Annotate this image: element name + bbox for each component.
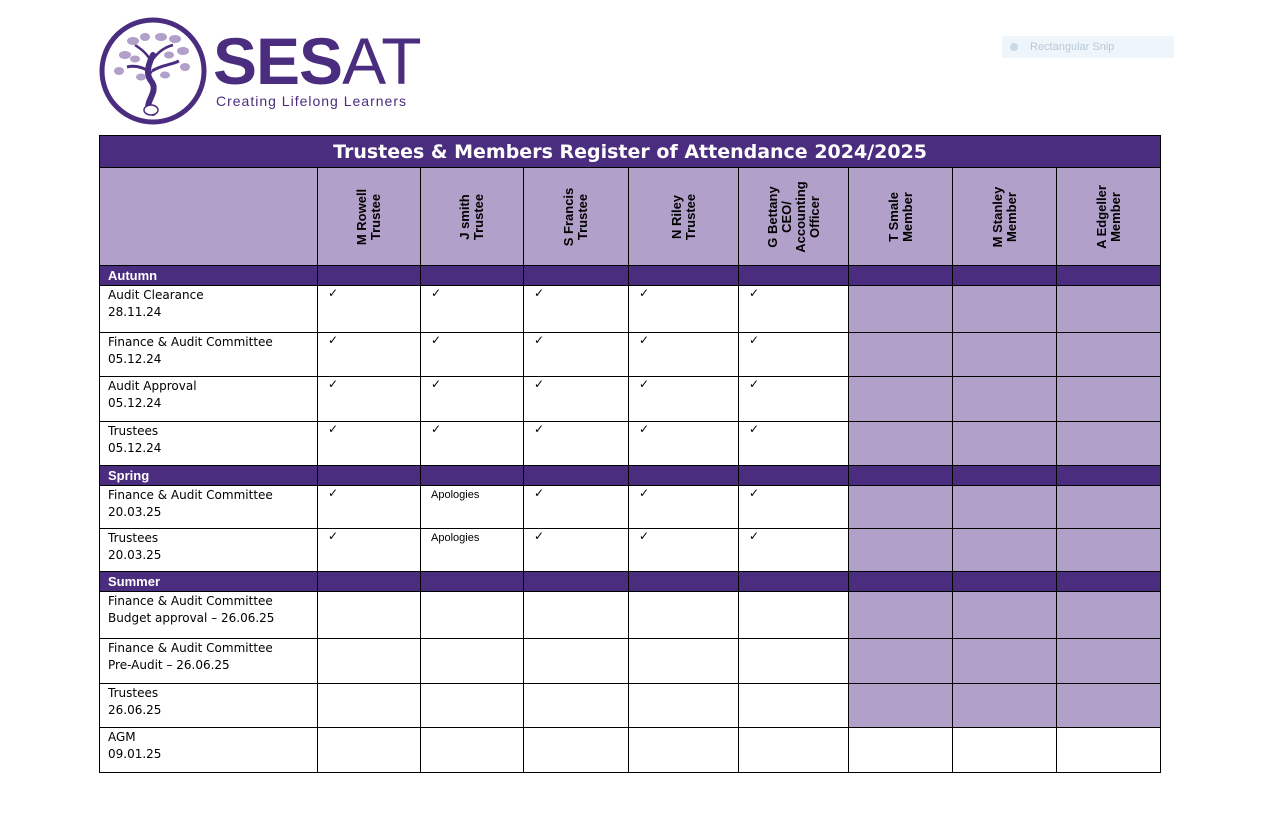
check-icon: ✓	[639, 486, 650, 500]
table-row	[100, 377, 1161, 422]
meeting-label	[100, 728, 318, 773]
column-header-line: Trustee	[575, 193, 590, 240]
column-header-line: T Smale	[885, 191, 901, 242]
column-header-line: Accounting	[792, 180, 808, 253]
header-blank-cell	[100, 168, 318, 266]
season-cell	[629, 572, 739, 592]
check-icon: ✓	[431, 286, 442, 300]
check-icon: ✓	[749, 529, 760, 543]
meeting-date: 28.11.24	[108, 305, 162, 319]
meeting-label	[100, 333, 318, 377]
attendance-cell	[421, 486, 524, 529]
attendance-cell	[318, 639, 421, 684]
check-icon: ✓	[749, 486, 760, 500]
season-cell	[739, 466, 849, 486]
attendance-cell	[421, 684, 524, 728]
column-header-line: Member	[1003, 191, 1019, 242]
column-header-line: Member	[1107, 191, 1123, 242]
attendance-cell	[629, 728, 739, 773]
season-cell	[524, 572, 629, 592]
attendance-cell	[524, 529, 629, 572]
snip-icon	[1010, 43, 1018, 51]
attendance-cell	[318, 422, 421, 466]
attendance-cell	[739, 377, 849, 422]
table-row	[100, 684, 1161, 728]
check-icon: ✓	[639, 333, 650, 347]
check-icon: ✓	[431, 422, 442, 436]
attendance-cell	[524, 286, 629, 333]
sesat-logo	[99, 15, 439, 127]
member-cell	[1057, 728, 1161, 773]
meeting-label	[100, 486, 318, 529]
check-icon: ✓	[749, 333, 760, 347]
season-cell	[629, 466, 739, 486]
meeting-label	[100, 639, 318, 684]
column-header-line: J smith	[457, 193, 472, 240]
meeting-date: 20.03.25	[108, 548, 162, 562]
member-cell	[953, 639, 1057, 684]
attendance-cell	[739, 592, 849, 639]
check-icon: ✓	[749, 377, 760, 391]
attendance-cell	[629, 422, 739, 466]
member-cell	[849, 684, 953, 728]
meeting-label	[100, 529, 318, 572]
attendance-cell	[421, 286, 524, 333]
check-icon: ✓	[534, 286, 545, 300]
member-cell	[849, 592, 953, 639]
column-header-label	[887, 192, 915, 242]
attendance-cell	[421, 377, 524, 422]
attendance-cell	[629, 286, 739, 333]
season-cell	[1057, 572, 1161, 592]
member-cell	[849, 422, 953, 466]
attendance-cell	[318, 684, 421, 728]
attendance-cell	[739, 486, 849, 529]
column-header	[849, 168, 953, 266]
table-row	[100, 639, 1161, 684]
check-icon: ✓	[749, 422, 760, 436]
season-label: Spring	[100, 466, 318, 486]
season-cell	[421, 466, 524, 486]
column-header-line: N Riley	[668, 194, 684, 239]
meeting-name: Finance & Audit Committee	[108, 594, 273, 608]
meeting-name: AGM	[108, 730, 136, 744]
attendance-cell	[739, 333, 849, 377]
meeting-name: Audit Approval	[108, 379, 197, 393]
meeting-date: 26.06.25	[108, 703, 162, 717]
meeting-date: 05.12.24	[108, 352, 162, 366]
meeting-label	[100, 592, 318, 639]
column-header	[739, 168, 849, 266]
table-title: Trustees & Members Register of Attendance 2024/2025	[100, 136, 1161, 168]
meeting-name: Trustees	[108, 686, 159, 700]
column-header-label	[670, 193, 698, 239]
meeting-label	[100, 377, 318, 422]
column-header-line: G Bettany	[764, 185, 780, 248]
column-header-line: Officer	[806, 195, 822, 238]
meeting-date: Budget approval – 26.06.25	[108, 611, 275, 625]
member-cell	[849, 529, 953, 572]
check-icon: ✓	[431, 333, 442, 347]
season-cell	[953, 572, 1057, 592]
season-label: Autumn	[100, 266, 318, 286]
attendance-cell	[318, 592, 421, 639]
table-row	[100, 422, 1161, 466]
attendance-cell	[318, 486, 421, 529]
member-cell	[1057, 592, 1161, 639]
check-icon: ✓	[328, 286, 339, 300]
check-icon: ✓	[534, 529, 545, 543]
season-row-summer	[100, 572, 1161, 592]
check-icon: ✓	[328, 529, 339, 543]
season-cell	[629, 266, 739, 286]
season-cell	[953, 266, 1057, 286]
attendance-cell	[739, 728, 849, 773]
table-row	[100, 486, 1161, 529]
meeting-date: 05.12.24	[108, 441, 162, 455]
tree-emblem-icon	[99, 15, 209, 127]
member-cell	[849, 486, 953, 529]
attendance-cell	[739, 639, 849, 684]
meeting-name: Trustees	[108, 424, 159, 438]
member-cell	[953, 422, 1057, 466]
attendance-cell	[524, 684, 629, 728]
table-row	[100, 592, 1161, 639]
season-cell	[1057, 466, 1161, 486]
attendance-cell	[524, 728, 629, 773]
check-icon: ✓	[534, 377, 545, 391]
column-header	[953, 168, 1057, 266]
column-header	[1057, 168, 1161, 266]
member-cell	[953, 377, 1057, 422]
check-icon: ✓	[749, 286, 760, 300]
attendance-cell	[421, 422, 524, 466]
member-cell	[1057, 377, 1161, 422]
meeting-name: Audit Clearance	[108, 288, 204, 302]
meeting-name: Finance & Audit Committee	[108, 641, 273, 655]
table-row	[100, 333, 1161, 377]
column-header-line: S Francis	[561, 187, 576, 246]
check-icon: ✓	[328, 422, 339, 436]
attendance-cell	[524, 333, 629, 377]
check-icon: ✓	[431, 377, 442, 391]
member-cell	[1057, 639, 1161, 684]
member-cell	[953, 684, 1057, 728]
attendance-cell	[629, 639, 739, 684]
member-cell	[849, 333, 953, 377]
member-cell	[953, 486, 1057, 529]
attendance-register-table	[99, 135, 1161, 773]
member-cell	[849, 377, 953, 422]
column-header-line: M Stanley	[989, 186, 1005, 247]
attendance-cell	[421, 728, 524, 773]
attendance-cell	[524, 639, 629, 684]
season-cell	[849, 466, 953, 486]
meeting-name: Trustees	[108, 531, 159, 545]
season-row-spring	[100, 466, 1161, 486]
check-icon: ✓	[534, 486, 545, 500]
check-icon: ✓	[639, 286, 650, 300]
meeting-date: Pre-Audit – 26.06.25	[108, 658, 230, 672]
column-header	[629, 168, 739, 266]
season-cell	[524, 466, 629, 486]
brand-name: SESAT	[213, 24, 422, 98]
snip-label: Rectangular Snip	[1030, 41, 1115, 53]
table-row	[100, 286, 1161, 333]
meeting-date: 20.03.25	[108, 505, 162, 519]
check-icon: ✓	[639, 422, 650, 436]
column-header	[421, 168, 524, 266]
column-header-line: Trustee	[471, 193, 486, 240]
member-cell	[953, 529, 1057, 572]
table-row	[100, 728, 1161, 773]
column-header-line: Trustee	[682, 193, 698, 240]
column-header	[524, 168, 629, 266]
season-cell	[849, 266, 953, 286]
attendance-cell	[739, 286, 849, 333]
meeting-label	[100, 286, 318, 333]
column-header-label	[991, 186, 1019, 247]
attendance-cell	[318, 377, 421, 422]
member-cell	[953, 728, 1057, 773]
column-header-label	[562, 187, 590, 246]
check-icon: ✓	[534, 422, 545, 436]
season-cell	[953, 466, 1057, 486]
column-header-line: Member	[899, 191, 915, 242]
season-cell	[739, 572, 849, 592]
attendance-cell	[318, 333, 421, 377]
check-icon: ✓	[639, 529, 650, 543]
attendance-cell	[739, 422, 849, 466]
season-cell	[1057, 266, 1161, 286]
attendance-cell	[524, 486, 629, 529]
season-label: Summer	[100, 572, 318, 592]
member-cell	[849, 728, 953, 773]
attendance-cell	[421, 592, 524, 639]
attendance-cell	[629, 529, 739, 572]
table-row	[100, 529, 1161, 572]
attendance-cell	[421, 529, 524, 572]
check-icon: ✓	[534, 333, 545, 347]
member-cell	[1057, 422, 1161, 466]
meeting-date: 05.12.24	[108, 396, 162, 410]
attendance-cell	[629, 486, 739, 529]
meeting-name: Finance & Audit Committee	[108, 488, 273, 502]
attendance-cell	[739, 684, 849, 728]
apologies-text: Apologies	[431, 532, 480, 544]
column-header-line: M Rowell	[354, 188, 369, 245]
season-cell	[849, 572, 953, 592]
attendance-cell	[524, 377, 629, 422]
column-header-label	[766, 181, 822, 253]
member-cell	[953, 286, 1057, 333]
attendance-cell	[739, 529, 849, 572]
column-header-label	[458, 193, 486, 239]
meeting-label	[100, 422, 318, 466]
meeting-label	[100, 684, 318, 728]
member-cell	[953, 592, 1057, 639]
attendance-cell	[629, 592, 739, 639]
season-row-autumn	[100, 266, 1161, 286]
check-icon: ✓	[328, 377, 339, 391]
column-header-label	[355, 188, 383, 244]
apologies-text: Apologies	[431, 489, 480, 501]
season-cell	[318, 266, 421, 286]
attendance-cell	[629, 377, 739, 422]
attendance-cell	[421, 639, 524, 684]
attendance-cell	[524, 592, 629, 639]
member-cell	[953, 333, 1057, 377]
meeting-date: 09.01.25	[108, 747, 162, 761]
member-cell	[1057, 333, 1161, 377]
column-header-line: A Edgeller	[1093, 184, 1109, 249]
season-cell	[421, 572, 524, 592]
attendance-cell	[421, 333, 524, 377]
member-cell	[1057, 486, 1161, 529]
check-icon: ✓	[328, 486, 339, 500]
attendance-cell	[524, 422, 629, 466]
member-cell	[849, 639, 953, 684]
attendance-cell	[629, 333, 739, 377]
season-cell	[524, 266, 629, 286]
season-cell	[739, 266, 849, 286]
attendance-cell	[318, 529, 421, 572]
check-icon: ✓	[639, 377, 650, 391]
member-cell	[1057, 529, 1161, 572]
season-cell	[318, 572, 421, 592]
column-header	[318, 168, 421, 266]
attendance-cell	[629, 684, 739, 728]
member-cell	[1057, 286, 1161, 333]
column-header-line: CEO/	[778, 200, 794, 233]
season-cell	[421, 266, 524, 286]
member-cell	[1057, 684, 1161, 728]
attendance-cell	[318, 286, 421, 333]
season-cell	[318, 466, 421, 486]
column-header-label	[1095, 185, 1123, 249]
brand-tagline: Creating Lifelong Learners	[216, 93, 407, 109]
check-icon: ✓	[328, 333, 339, 347]
meeting-name: Finance & Audit Committee	[108, 335, 273, 349]
column-header-line: Trustee	[368, 193, 383, 240]
attendance-cell	[318, 728, 421, 773]
rectangular-snip-overlay[interactable]	[1002, 36, 1174, 58]
member-cell	[849, 286, 953, 333]
